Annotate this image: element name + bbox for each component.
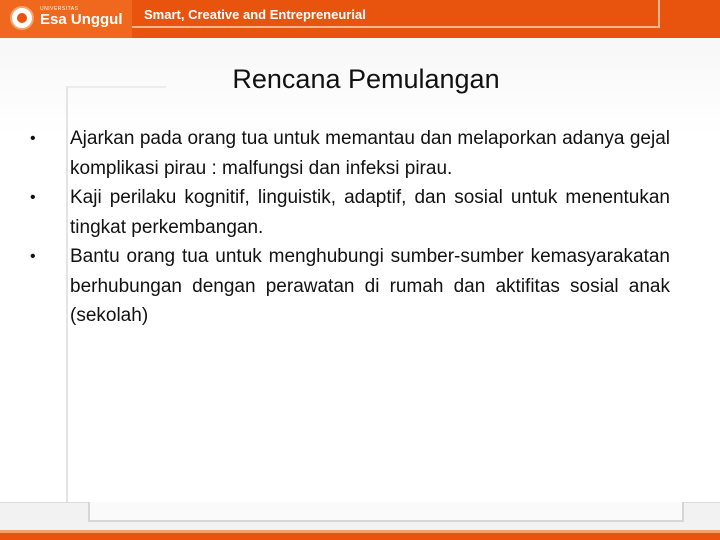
logo-text: Esa Unggul bbox=[40, 11, 123, 28]
bullet-item bbox=[30, 183, 670, 242]
bullet-item bbox=[30, 124, 670, 183]
footer-strip-highlight bbox=[0, 530, 720, 533]
logo-small-text: UNIVERSITAS bbox=[40, 6, 79, 12]
slide-title: Rencana Pemulangan bbox=[232, 64, 500, 94]
bullet-dot-icon: • bbox=[30, 130, 36, 147]
bullet-dot-icon: • bbox=[30, 248, 36, 265]
bullet-item bbox=[30, 242, 670, 331]
bullet-text: Kaji perilaku kognitif, linguistik, adaptif, dan sosial untuk menentukan tingkat perkembangan. bbox=[70, 187, 670, 238]
bullet-list bbox=[30, 124, 670, 331]
tagline: Smart, Creative and Entrepreneurial bbox=[144, 7, 366, 22]
university-logo-icon bbox=[10, 6, 34, 30]
bullet-dot-icon: • bbox=[30, 189, 36, 206]
bullet-text: Ajarkan pada orang tua untuk memantau dan melaporkan adanya gejal komplikasi pirau : malfungsi dan infeksi pirau. bbox=[70, 128, 670, 179]
bullet-text: Bantu orang tua untuk menghubungi sumber-sumber kemasyarakatan berhubungan dengan perawatan di rumah dan aktifitas sosial anak (sekolah) bbox=[70, 246, 670, 326]
footer-frame-decoration bbox=[88, 502, 684, 522]
logo-area bbox=[0, 0, 132, 38]
